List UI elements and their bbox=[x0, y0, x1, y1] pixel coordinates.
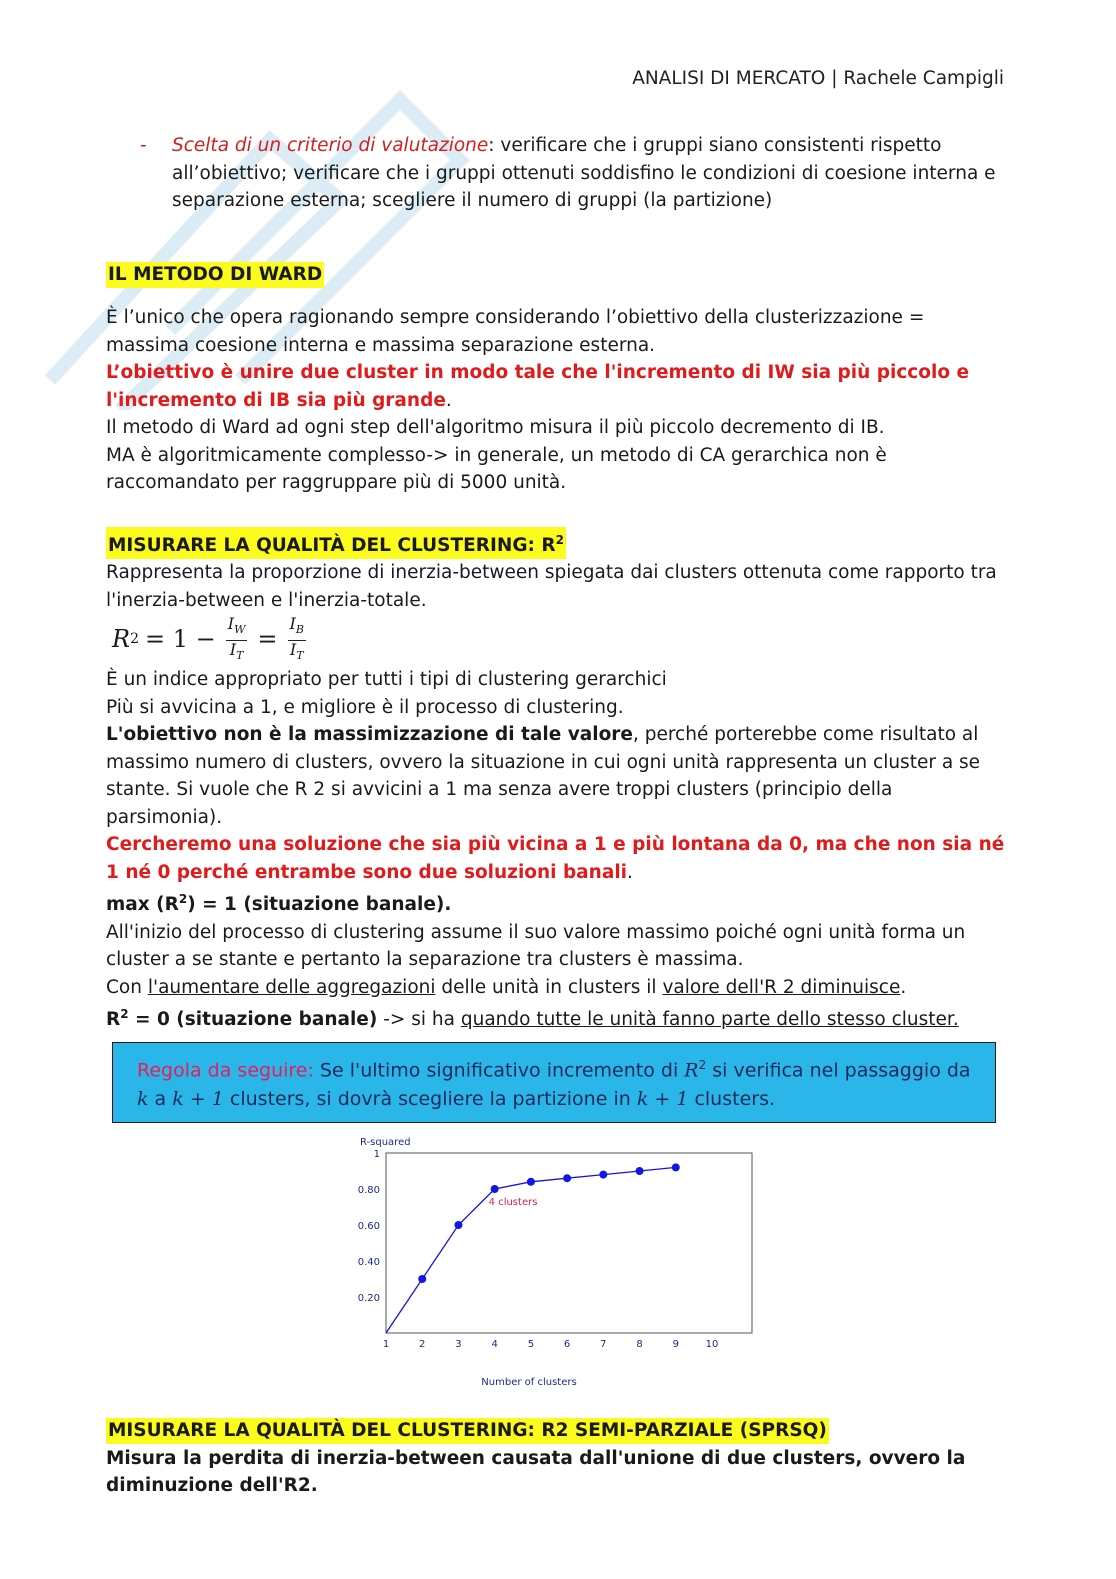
r2-chart-svg bbox=[342, 1137, 762, 1399]
page-header: ANALISI DI MERCATO | Rachele Campigli bbox=[632, 68, 1004, 89]
r2-zero-line: $R^2 = 0$ (situazione banale) -> si ha quando tutte le unità fanno parte dello stesso cluster. bbox=[106, 1007, 959, 1031]
r2-formula: R 2 = 1 − $\frac{I_W}{I_T}$ = $\frac{I_B}{I_T}$ bbox=[106, 614, 1006, 666]
y-tick-label: 0.20 bbox=[357, 1293, 380, 1305]
ward-heading: IL METODO DI WARD bbox=[106, 262, 324, 288]
data-point bbox=[599, 1171, 607, 1179]
ward-paragraph: Il metodo di Ward ad ogni step dell'algoritmo misura il più piccolo decremento di IB. bbox=[106, 417, 885, 438]
bullet-text bbox=[172, 132, 1006, 215]
data-point bbox=[672, 1164, 680, 1172]
data-point bbox=[563, 1174, 571, 1182]
r2-red-paragraph: Cercheremo una soluzione che sia più vicina a 1 e più lontana da 0, ma che non sia né 1 né 0 perché entrambe sono due soluzioni banali. bbox=[106, 834, 1005, 883]
x-tick-label: 6 bbox=[563, 1339, 571, 1351]
ward-paragraph: È l’unico che opera ragionando sempre considerando l’obiettivo della clusterizzazione = massima coesione interna e massima separazione esterna. bbox=[106, 307, 925, 356]
r2-paragraph: L'obiettivo non è la massimizzazione di tale valore, perché porterebbe come risultato al massimo numero di clusters, ovvero la situazione in cui ogni unità rappresenta un cluster a se stante. Si vuole che R 2 si avvicini a 1 ma senza avere troppi clusters (principio della parsimonia). bbox=[106, 724, 981, 828]
y-tick-label: 0.40 bbox=[357, 1257, 380, 1269]
formula-fraction: $\frac{I_B}{I_T}$ bbox=[289, 614, 304, 662]
ward-objective: L’obiettivo è unire due cluster in modo tale che l'incremento di IW sia più piccolo e l'incremento di IB sia più grande. bbox=[106, 362, 970, 411]
x-tick-label: 1 bbox=[382, 1339, 390, 1351]
x-axis-label: Number of clusters bbox=[481, 1377, 577, 1389]
x-tick-label: 10 bbox=[705, 1339, 719, 1351]
bullet-item bbox=[106, 132, 1006, 215]
main-content bbox=[106, 132, 1006, 1500]
x-tick-label: 9 bbox=[672, 1339, 679, 1351]
x-tick-label: 4 bbox=[491, 1339, 498, 1351]
x-tick-label: 3 bbox=[455, 1339, 462, 1351]
rule-title: Regola da seguire: bbox=[137, 1059, 314, 1082]
bullet-rest: : verificare che i gruppi siano consistenti rispetto all’obiettivo; verificare che i gruppi ottenuti soddisfino le condizioni di coesione interna e separazione esterna; scegliere il numero di gruppi (la partizione) bbox=[172, 135, 996, 211]
formula-fraction: $\frac{I_W}{I_T}$ bbox=[227, 614, 246, 662]
ward-paragraph: MA è algoritmicamente complesso-> in generale, un metodo di CA gerarchica non è raccomandato per raggruppare più di 5000 unità. bbox=[106, 444, 887, 493]
r2-paragraph: Più si avvicina a 1, e migliore è il processo di clustering. bbox=[106, 696, 624, 718]
r2-chart bbox=[342, 1137, 762, 1399]
data-point bbox=[454, 1221, 462, 1229]
data-point bbox=[527, 1178, 535, 1186]
y-tick-label: 1 bbox=[373, 1149, 380, 1161]
sprsq-heading: MISURARE LA QUALITÀ DEL CLUSTERING: R2 SEMI-PARZIALE (SPRSQ) bbox=[106, 1418, 829, 1444]
rule-box: Regola da seguire: Se l'ultimo significativo incremento di $R^2$ si verifica nel passaggio da k a k + 1 clusters, si dovrà scegliere la partizione in k + 1 clusters. bbox=[112, 1042, 996, 1123]
x-tick-label: 2 bbox=[419, 1339, 426, 1351]
bullet-dash: - bbox=[140, 135, 147, 156]
bullet-lead: Scelta di un criterio di valutazione bbox=[172, 135, 489, 156]
x-tick-label: 5 bbox=[527, 1339, 535, 1351]
data-point bbox=[418, 1275, 426, 1283]
r2-paragraph: Con l'aumentare delle aggregazioni delle unità in clusters il valore dell'R 2 diminuisce. bbox=[106, 976, 907, 998]
annotation-label: 4 clusters bbox=[488, 1197, 538, 1209]
y-tick-label: 0.80 bbox=[357, 1185, 380, 1197]
r2-paragraph: È un indice appropriato per tutti i tipi di clustering gerarchici bbox=[106, 669, 667, 691]
sprsq-paragraph: Misura la perdita di inerzia-between causata dall'unione di due clusters, ovvero la diminuzione dell'R2. bbox=[106, 1447, 966, 1497]
r2-heading: MISURARE LA QUALITÀ DEL CLUSTERING: $R^2$ bbox=[106, 527, 566, 559]
data-point bbox=[636, 1167, 644, 1175]
r2-paragraph: All'inizio del processo di clustering assume il suo valore massimo poiché ogni unità forma un cluster a se stante e pertanto la separazione tra clusters è massima. bbox=[106, 921, 966, 971]
data-point bbox=[491, 1185, 499, 1193]
y-axis-label: R-squared bbox=[360, 1137, 411, 1149]
r2-max-line: $\max (R^2) = 1$ (situazione banale). bbox=[106, 892, 452, 916]
x-tick-label: 8 bbox=[636, 1339, 643, 1351]
x-tick-label: 7 bbox=[600, 1339, 607, 1351]
r2-paragraph: Rappresenta la proporzione di inerzia-between spiegata dai clusters ottenuta come rapporto tra l'inerzia-between e l'inerzia-totale. bbox=[106, 562, 997, 611]
y-tick-label: 0.60 bbox=[357, 1221, 380, 1233]
